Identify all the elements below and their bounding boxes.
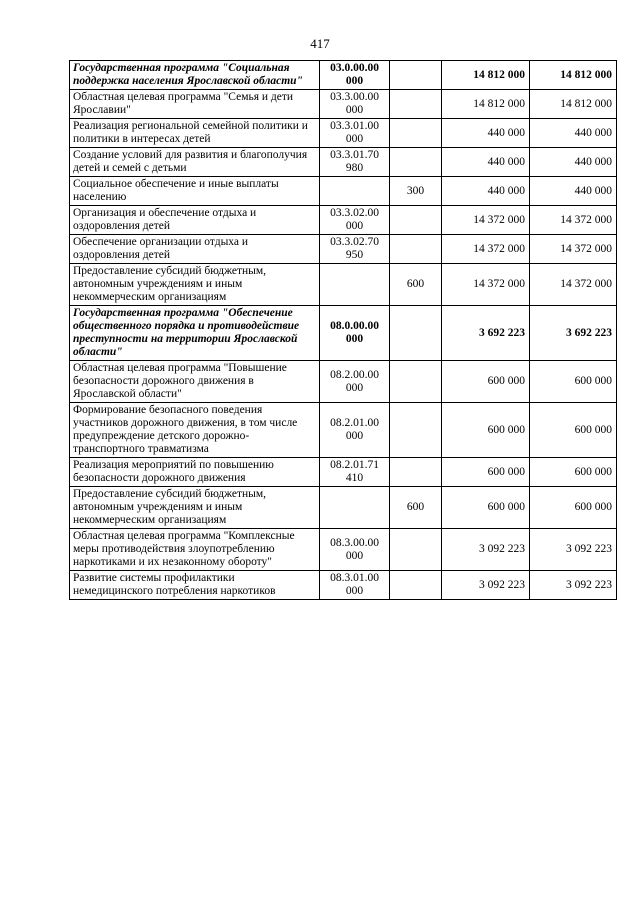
sum-year1-cell: 600 000 bbox=[442, 487, 530, 529]
sum-year2-cell: 600 000 bbox=[530, 458, 617, 487]
sum-year1-cell: 3 692 223 bbox=[442, 306, 530, 361]
program-name-cell: Областная целевая программа "Семья и дети Ярославии" bbox=[70, 90, 320, 119]
program-name-cell: Реализация мероприятий по повышению безопасности дорожного движения bbox=[70, 458, 320, 487]
program-name-cell: Предоставление субсидий бюджетным, автономным учреждениям и иным некоммерческим организациям bbox=[70, 487, 320, 529]
sum-year1-cell: 440 000 bbox=[442, 119, 530, 148]
program-name-cell: Создание условий для развития и благополучия детей и семей с детьми bbox=[70, 148, 320, 177]
table-row bbox=[70, 403, 617, 458]
target-code-cell bbox=[320, 177, 390, 206]
program-name-cell: Реализация региональной семейной политики и политики в интересах детей bbox=[70, 119, 320, 148]
expense-type-cell bbox=[390, 458, 442, 487]
expense-type-cell: 300 bbox=[390, 177, 442, 206]
expense-type-cell bbox=[390, 361, 442, 403]
table-row bbox=[70, 90, 617, 119]
expense-type-cell bbox=[390, 403, 442, 458]
sum-year2-cell: 440 000 bbox=[530, 177, 617, 206]
expense-type-cell bbox=[390, 529, 442, 571]
sum-year2-cell: 3 092 223 bbox=[530, 571, 617, 600]
expense-type-cell bbox=[390, 90, 442, 119]
expense-type-cell bbox=[390, 148, 442, 177]
expense-type-cell bbox=[390, 235, 442, 264]
sum-year2-cell: 600 000 bbox=[530, 487, 617, 529]
target-code-cell: 03.3.01.70 980 bbox=[320, 148, 390, 177]
table-row bbox=[70, 235, 617, 264]
target-code-cell bbox=[320, 264, 390, 306]
expense-type-cell: 600 bbox=[390, 264, 442, 306]
sum-year1-cell: 3 092 223 bbox=[442, 529, 530, 571]
sum-year1-cell: 14 372 000 bbox=[442, 206, 530, 235]
expense-type-cell: 600 bbox=[390, 487, 442, 529]
sum-year2-cell: 600 000 bbox=[530, 403, 617, 458]
sum-year1-cell: 440 000 bbox=[442, 177, 530, 206]
target-code-cell: 08.0.00.00 000 bbox=[320, 306, 390, 361]
target-code-cell: 03.3.02.70 950 bbox=[320, 235, 390, 264]
sum-year1-cell: 3 092 223 bbox=[442, 571, 530, 600]
sum-year1-cell: 440 000 bbox=[442, 148, 530, 177]
target-code-cell: 03.0.00.00 000 bbox=[320, 61, 390, 90]
target-code-cell: 08.2.01.71 410 bbox=[320, 458, 390, 487]
sum-year2-cell: 14 372 000 bbox=[530, 264, 617, 306]
sum-year2-cell: 14 812 000 bbox=[530, 90, 617, 119]
program-name-cell: Областная целевая программа "Комплексные меры противодействия злоупотреблению наркотиками и их незаконному обороту" bbox=[70, 529, 320, 571]
table-row bbox=[70, 119, 617, 148]
sum-year2-cell: 14 812 000 bbox=[530, 61, 617, 90]
sum-year1-cell: 14 812 000 bbox=[442, 61, 530, 90]
expense-type-cell bbox=[390, 206, 442, 235]
target-code-cell: 08.2.01.00 000 bbox=[320, 403, 390, 458]
page-number: 417 bbox=[310, 36, 330, 51]
sum-year2-cell: 14 372 000 bbox=[530, 206, 617, 235]
target-code-cell bbox=[320, 487, 390, 529]
table-row bbox=[70, 264, 617, 306]
sum-year2-cell: 600 000 bbox=[530, 361, 617, 403]
sum-year1-cell: 14 372 000 bbox=[442, 235, 530, 264]
target-code-cell: 03.3.01.00 000 bbox=[320, 119, 390, 148]
sum-year1-cell: 14 372 000 bbox=[442, 264, 530, 306]
target-code-cell: 08.3.01.00 000 bbox=[320, 571, 390, 600]
program-name-cell: Развитие системы профилактики немедицинского потребления наркотиков bbox=[70, 571, 320, 600]
program-name-cell: Областная целевая программа "Повышение безопасности дорожного движения в Ярославской области" bbox=[70, 361, 320, 403]
table-row bbox=[70, 206, 617, 235]
sum-year2-cell: 440 000 bbox=[530, 148, 617, 177]
program-name-cell: Предоставление субсидий бюджетным, автономным учреждениям и иным некоммерческим организациям bbox=[70, 264, 320, 306]
sum-year1-cell: 600 000 bbox=[442, 403, 530, 458]
program-name-cell: Государственная программа "Социальная поддержка населения Ярославской области" bbox=[70, 61, 320, 90]
table-row bbox=[70, 148, 617, 177]
program-name-cell: Формирование безопасного поведения участников дорожного движения, в том числе предупреждение детского дорожно-транспортного травматизма bbox=[70, 403, 320, 458]
table-row bbox=[70, 177, 617, 206]
table-row bbox=[70, 306, 617, 361]
expense-type-cell bbox=[390, 119, 442, 148]
program-name-cell: Организация и обеспечение отдыха и оздоровления детей bbox=[70, 206, 320, 235]
sum-year2-cell: 3 692 223 bbox=[530, 306, 617, 361]
target-code-cell: 08.2.00.00 000 bbox=[320, 361, 390, 403]
expense-type-cell bbox=[390, 306, 442, 361]
sum-year1-cell: 600 000 bbox=[442, 458, 530, 487]
sum-year2-cell: 3 092 223 bbox=[530, 529, 617, 571]
program-name-cell: Социальное обеспечение и иные выплаты населению bbox=[70, 177, 320, 206]
target-code-cell: 03.3.00.00 000 bbox=[320, 90, 390, 119]
sum-year2-cell: 14 372 000 bbox=[530, 235, 617, 264]
sum-year2-cell: 440 000 bbox=[530, 119, 617, 148]
program-name-cell: Обеспечение организации отдыха и оздоровления детей bbox=[70, 235, 320, 264]
sum-year1-cell: 600 000 bbox=[442, 361, 530, 403]
table-row bbox=[70, 529, 617, 571]
target-code-cell: 08.3.00.00 000 bbox=[320, 529, 390, 571]
table-row bbox=[70, 61, 617, 90]
expense-type-cell bbox=[390, 61, 442, 90]
program-name-cell: Государственная программа "Обеспечение общественного порядка и противодействие преступности на территории Ярославской области" bbox=[70, 306, 320, 361]
expense-type-cell bbox=[390, 571, 442, 600]
target-code-cell: 03.3.02.00 000 bbox=[320, 206, 390, 235]
table-row bbox=[70, 458, 617, 487]
table-row bbox=[70, 571, 617, 600]
table-row bbox=[70, 361, 617, 403]
table-row bbox=[70, 487, 617, 529]
sum-year1-cell: 14 812 000 bbox=[442, 90, 530, 119]
budget-table bbox=[69, 60, 617, 600]
